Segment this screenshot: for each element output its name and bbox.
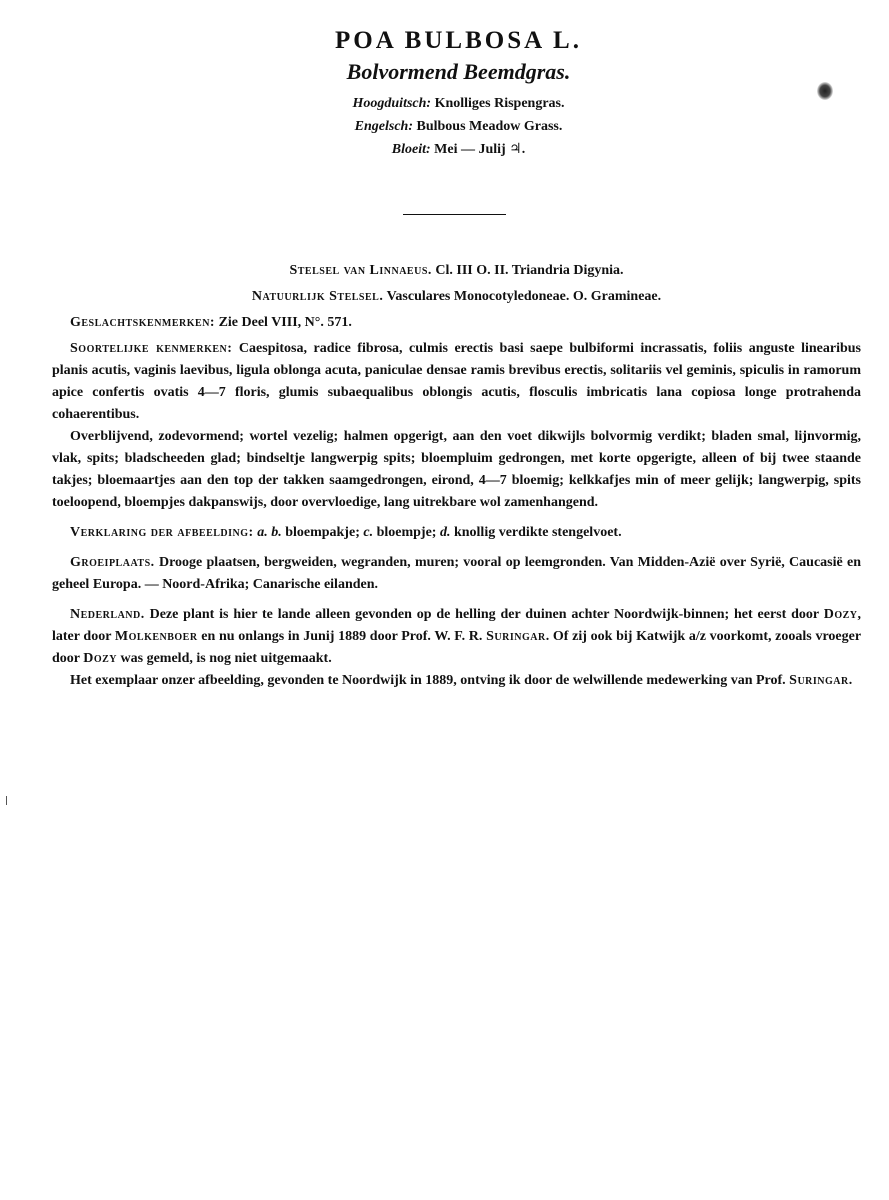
genus-line (70, 312, 861, 334)
linnaeus-label: Stelsel van Linnaeus. (289, 263, 432, 278)
german-name-row (14, 92, 889, 115)
species-dutch-paragraph (52, 426, 861, 514)
main-text (52, 260, 861, 692)
person-dozy: Dozy (823, 607, 858, 622)
header (0, 26, 889, 161)
english-value: Bulbous Meadow Grass. (416, 119, 563, 134)
species-dutch-text: Overblijvend, zodevormend; wortel vezelig; halmen opgerigt, aan den voet dikwijls bolvormig verdikt; bladen smal, lijnvormig, vlak, spits; bladscheeden glad; bindseltje langwerpig spits; bloempluim gedrongen, met korte opgerigte, alleen of bij twee staande takjes; bloemaartjes aan den top der takken saamgedrongen, eirond, 4—7 bloemig; kelkkafjes min of meer gelijk; langwerpig, spits toeloopend, bloempjes dakpanswijs, door overvloedige, lang uitrekbare wol zamenhangend. (52, 429, 861, 510)
margin-mark (6, 796, 7, 805)
figure-text-ab: bloempakje; (285, 525, 360, 540)
specimen-text: Het exemplaar onzer afbeelding, gevonden te Noordwijk in 1889, ontving ik door de welwillende medewerking van Prof. (70, 673, 786, 688)
flowering-value: Mei — Julij ♃. (434, 142, 526, 157)
natural-system-label: Natuurlijk Stelsel. (251, 289, 384, 304)
netherlands-text-4: . Of zij ook bij Katwijk a/z voorkomt, zooals vroeger door (52, 629, 862, 666)
species-label: Soortelijke kenmerken: (70, 341, 233, 356)
habitat-text: Drooge plaatsen, bergweiden, wegranden, muren; vooral op leemgronden. Van Midden-Azië over Syrië, Caucasië en geheel Europa. — Noord-Afrika; Canarische eilanden. (52, 555, 861, 592)
genus-label: Geslachtskenmerken: (70, 315, 216, 330)
habitat-label: Groeiplaats. (70, 555, 155, 570)
person-suringar: Suringar (486, 629, 546, 644)
dutch-name: Bolvormend Beemdgras. (346, 59, 571, 84)
natural-system-line (52, 286, 861, 308)
person-dozy-2: Dozy (83, 651, 118, 666)
person-molkenboer: Molkenboer (114, 629, 198, 644)
netherlands-text-2: , later door (52, 607, 861, 644)
explanation-label: Verklaring der afbeelding: (70, 525, 254, 540)
figure-text-d: knollig verdikte stengelvoet. (453, 525, 622, 540)
english-label: Engelsch: (354, 119, 413, 134)
species-latin-text: Caespitosa, radice fibrosa, culmis erectis basi saepe bulbiformi incrassatis, foliis anguste linearibus planis acutis, vaginis laevibus, ligula oblonga acuta, paniculae densae ramis brevibus erectis, solitariis vel geminis, spiculis in ramorum apice confertis ovatis 4—7 floris, glumis subaequalibus oblongis acutis, flosculis imbricatis lana copiosa longe protrahenda cohaerentibus. (52, 341, 862, 422)
genus-value: Zie Deel VIII, N°. 571. (218, 315, 352, 330)
explanation-paragraph (52, 522, 861, 544)
flowering-label: Bloeit: (391, 142, 431, 157)
netherlands-text-1: Deze plant is hier te lande alleen gevonden op de helling der duinen achter Noordwijk-binnen; het eerst door (149, 607, 819, 622)
species-latin-paragraph (52, 338, 861, 426)
common-names (0, 92, 889, 161)
linnaeus-value: Cl. III O. II. Triandria Digynia. (435, 263, 624, 278)
specimen-paragraph (52, 670, 861, 692)
divider (403, 214, 506, 215)
english-name-row (14, 115, 889, 138)
figure-text-c: bloempje; (376, 525, 437, 540)
netherlands-text-3: en nu onlangs in Junij 1889 door Prof. W. F. R. (201, 629, 483, 644)
netherlands-text-5: was gemeld, is nog niet uitgemaakt. (120, 651, 332, 666)
german-label: Hoogduitsch: (352, 96, 432, 111)
page-title: POA BULBOSA L. (335, 27, 582, 54)
ink-smudge (817, 82, 833, 100)
figure-letter-a: a. (257, 525, 268, 540)
natural-system-value: Vasculares Monocotyledoneae. O. Gramineae. (386, 289, 662, 304)
specimen-end: . (848, 673, 853, 688)
habitat-paragraph (52, 552, 861, 596)
figure-letter-c: c. (363, 525, 374, 540)
netherlands-label: Nederland. (70, 607, 145, 622)
person-suringar-2: Suringar (789, 673, 849, 688)
netherlands-paragraph (52, 604, 861, 670)
linnaeus-line (52, 260, 861, 282)
german-value: Knolliges Rispengras. (434, 96, 565, 111)
flowering-row (14, 138, 889, 161)
figure-letter-b: b. (271, 525, 282, 540)
figure-letter-d: d. (439, 525, 451, 540)
